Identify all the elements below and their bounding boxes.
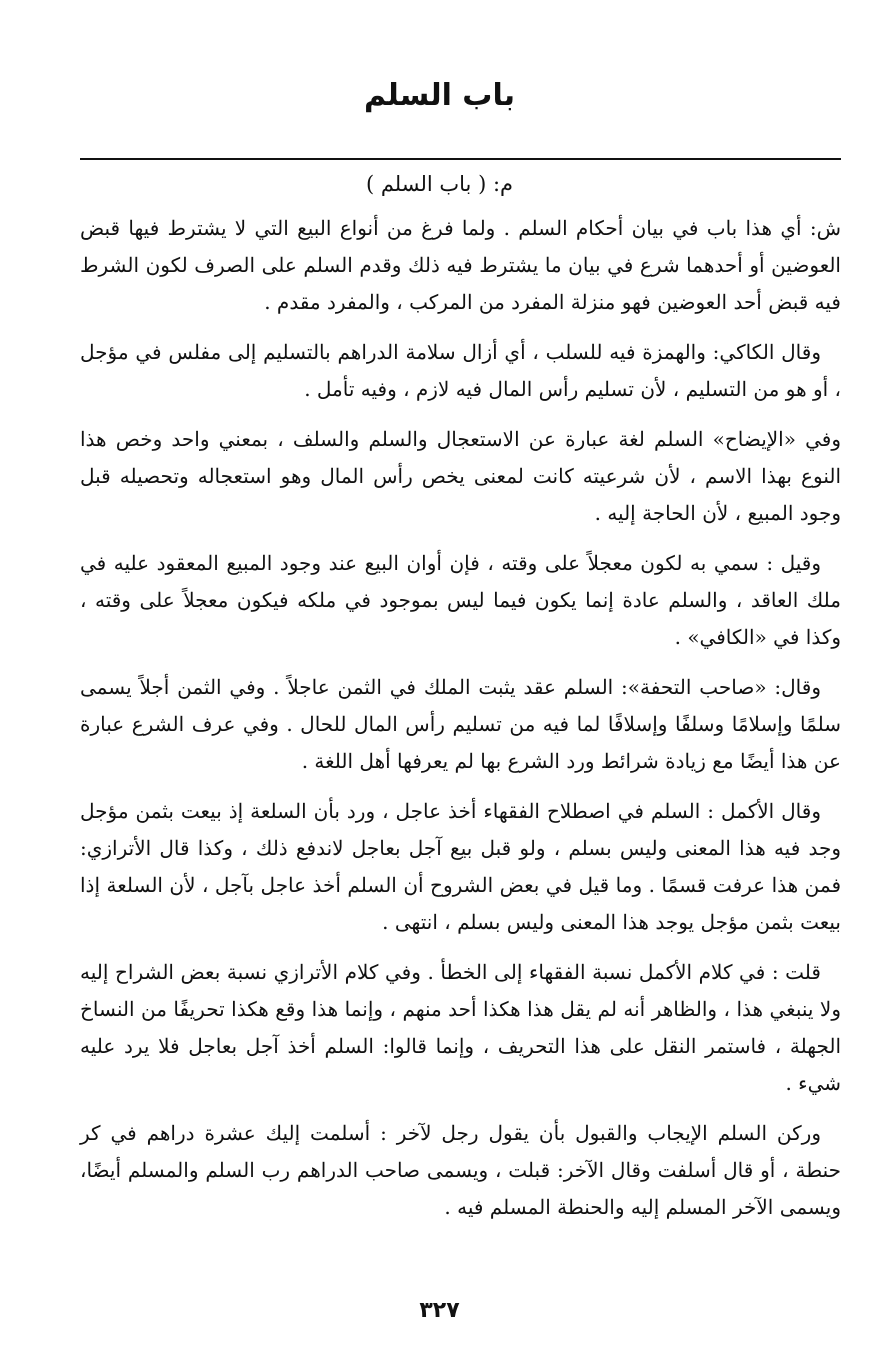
paragraph-5: وقال: «صاحب التحفة»: السلم عقد يثبت الملك في الثمن عاجلاً . وفي الثمن أجلاً يسمى سلمًا وإسلامًا وسلفًا وإسلافًا لما فيه من تسليم رأس المال للحال . وفي عرف الشرع عبارة عن هذا أيضًا مع زيادة شرائط ورد الشرع بها لم يعرفها أهل اللغة .: [80, 675, 841, 773]
paragraph-6: وقال الأكمل : السلم في اصطلاح الفقهاء أخذ عاجل ، ورد بأن السلعة إذ بيعت بثمن مؤجل وجد فيه هذا المعنى وليس بسلم ، ولو قبل بيع آجل بعاجل لاندفع ذلك ، وكذا قال الأترازي: فمن هذا عرفت قسمًا . وما قيل في بعض الشروح أن السلم أخذ عاجل بآجل ، لأن السلعة إذا بيعت بثمن مؤجل يوجد هذا المعنى وليس بسلم ، انتهى .: [80, 799, 841, 934]
paragraph-2: وقال الكاكي: والهمزة فيه للسلب ، أي أزال سلامة الدراهم بالتسليم إلى مفلس في مؤجل ، أو هو من التسليم ، لأن تسليم رأس المال فيه لازم ، وفيه تأمل .: [80, 340, 841, 401]
paragraph-7: قلت : في كلام الأكمل نسبة الفقهاء إلى الخطأ . وفي كلام الأترازي نسبة بعض الشراح إليه ولا ينبغي هذا ، والظاهر أنه لم يقل هذا هكذا أحد منهم ، وإنما هذا وقع هكذا تحريفًا من النساخ الجهلة ، فاستمر النقل على هذا التحريف ، وإنما قالوا: السلم أخذ آجل بعاجل فلا يرد عليه شيء .: [80, 960, 841, 1095]
chapter-title: باب السلم: [364, 78, 515, 113]
title-divider: [80, 158, 841, 160]
page-number: ٣٢٧: [419, 1298, 460, 1323]
paragraph-1: ش: أي هذا باب في بيان أحكام السلم . ولما فرغ من أنواع البيع التي لا يشترط فيها قبض العوضين أو أحدهما شرع في بيان ما يشترط فيه ذلك وقدم السلم على الصرف لكون الشرط فيه قبض أحد العوضين فهو منزلة المفرد من المركب ، والمفرد مقدم .: [80, 216, 841, 314]
body-text: [80, 210, 841, 1239]
paragraph-8: وركن السلم الإيجاب والقبول بأن يقول رجل لآخر : أسلمت إليك عشرة دراهم في كر حنطة ، أو قال أسلفت وقال الآخر: قبلت ، ويسمى صاحب الدراهم رب السلم والمسلم أيضًا، ويسمى الآخر المسلم إليه والحنطة المسلم فيه .: [80, 1121, 841, 1219]
paragraph-3: وفي «الإيضاح» السلم لغة عبارة عن الاستعجال والسلم والسلف ، بمعني واحد وخص هذا النوع بهذا الاسم ، لأن شرعيته كانت لمعنى يخص رأس المال وهو استعجاله وتحصيله قبل وجود المبيع ، لأن الحاجة إليه .: [80, 427, 841, 525]
paragraph-4: وقيل : سمي به لكون معجلاً على وقته ، فإن أوان البيع عند وجود المبيع المعقود عليه في ملك العاقد ، والسلم عادة إنما يكون فيما ليس بموجود في ملكه فيكون معجلاً على وقته ، وكذا في «الكافي» .: [80, 551, 841, 649]
section-heading: م: ( باب السلم ): [365, 172, 514, 196]
